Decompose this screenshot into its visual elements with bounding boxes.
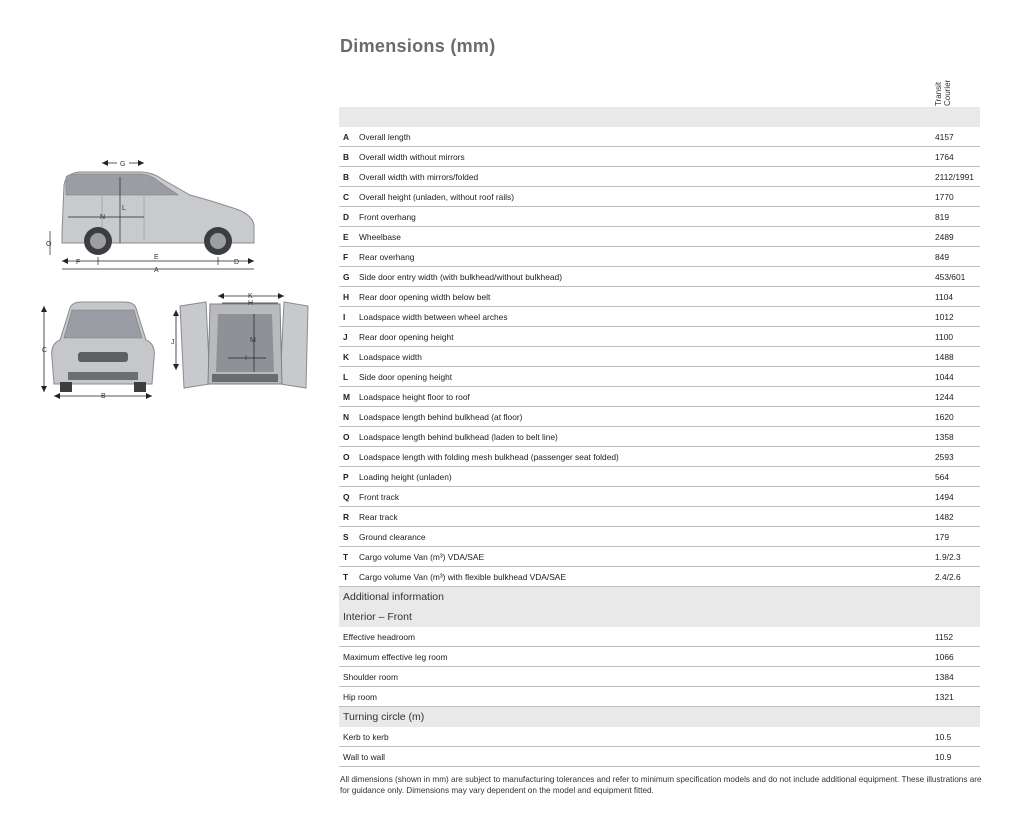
dim-label-f: F [76,259,81,266]
row-letter: C [343,192,350,202]
row-label: Loadspace height floor to roof [359,392,470,402]
dim-label-j: J [171,339,175,346]
row-letter: T [343,572,349,582]
table-row [339,627,980,647]
dim-label-a: A [154,267,159,274]
rear-view-diagram [166,288,316,396]
column-header [928,76,962,106]
row-letter: D [343,212,350,222]
table-row [339,367,980,387]
dim-label-g: G [120,161,126,168]
row-value: 1488 [935,352,954,362]
row-value: 1620 [935,412,954,422]
table-row [339,247,980,267]
row-value: 1321 [935,692,954,702]
row-value: 819 [935,212,949,222]
dim-label-h: H [248,300,254,307]
dim-label-e: E [154,254,159,261]
dim-label-i: I [245,355,247,362]
table-row [339,467,980,487]
dim-label-m: M [250,337,256,344]
row-value: 1012 [935,312,954,322]
row-letter: O [343,432,350,442]
row-value: 1482 [935,512,954,522]
row-value: 2.4/2.6 [935,572,961,582]
table-header-band [339,107,980,127]
side-view-diagram [40,155,270,275]
table-row [339,427,980,447]
row-value: 453/601 [935,272,966,282]
row-label: Wheelbase [359,232,401,242]
row-value: 2112/1991 [935,172,974,182]
dim-label-c: C [42,347,48,354]
row-label: Loadspace length behind bulkhead (laden to belt line) [359,432,558,442]
dimensions-table [339,107,980,767]
row-letter: M [343,392,350,402]
row-letter: G [343,272,350,282]
row-letter: A [343,132,350,142]
table-row [339,327,980,347]
row-value: 10.5 [935,732,952,742]
row-label: Overall height (unladen, without roof rails) [359,192,515,202]
table-row [339,287,980,307]
row-label: Rear door opening height [359,332,454,342]
row-value: 2489 [935,232,954,242]
row-label: Maximum effective leg room [343,652,448,662]
row-value: 4157 [935,132,954,142]
row-letter: E [343,232,349,242]
row-label: Side door entry width (with bulkhead/without bulkhead) [359,272,562,282]
section-heading: Interior – Front [343,611,412,623]
row-value: 1384 [935,672,954,682]
table-row [339,567,980,587]
row-letter: P [343,472,349,482]
table-row [339,167,980,187]
table-row [339,507,980,527]
row-value: 179 [935,532,949,542]
row-letter: B [343,152,350,162]
row-letter: B [343,172,350,182]
row-value: 1100 [935,332,954,342]
table-row [339,147,980,167]
row-letter: K [343,352,350,362]
row-label: Shoulder room [343,672,398,682]
row-value: 1770 [935,192,954,202]
dim-label-n: N [100,214,106,221]
row-label: Front track [359,492,400,502]
row-letter: S [343,532,349,542]
table-row [339,127,980,147]
section-turning-circle [339,707,980,727]
row-letter: N [343,412,350,422]
row-value: 1152 [935,632,954,642]
row-value: 1066 [935,652,954,662]
section-interior-front [339,607,980,627]
section-heading: Additional information [343,591,444,603]
row-label: Hip room [343,692,377,702]
table-row [339,747,980,767]
row-value: 1104 [935,292,954,302]
row-label: Kerb to kerb [343,732,389,742]
row-label: Cargo volume Van (m³) with flexible bulkhead VDA/SAE [359,572,566,582]
table-row [339,267,980,287]
row-value: 2593 [935,452,954,462]
table-row [339,387,980,407]
row-label: Ground clearance [359,532,426,542]
row-label: Rear door opening width below belt [359,292,491,302]
row-value: 564 [935,472,949,482]
dim-label-l: L [122,205,126,212]
row-value: 1244 [935,392,954,402]
row-label: Cargo volume Van (m³) VDA/SAE [359,552,485,562]
section-heading: Turning circle (m) [343,711,425,723]
dim-label-o: O [46,241,52,248]
table-row [339,727,980,747]
row-letter: I [343,312,346,322]
row-label: Effective headroom [343,632,416,642]
table-row [339,307,980,327]
row-letter: Q [343,492,350,502]
section-additional-information [339,587,980,607]
row-letter: L [343,372,349,382]
dim-label-d: D [234,259,240,266]
table-row [339,487,980,507]
row-label: Overall width without mirrors [359,152,465,162]
table-row [339,527,980,547]
row-label: Loading height (unladen) [359,472,452,482]
table-row [339,187,980,207]
table-row [339,347,980,367]
table-row [339,687,980,707]
row-label: Loadspace length with folding mesh bulkhead (passenger seat folded) [359,452,619,462]
front-view-diagram [38,296,168,401]
column-header-label: Transit Courier [934,79,952,106]
row-label: Side door opening height [359,372,453,382]
row-value: 1.9/2.3 [935,552,961,562]
row-value: 849 [935,252,949,262]
row-letter: T [343,552,349,562]
table-row [339,407,980,427]
row-value: 1764 [935,152,954,162]
row-label: Overall length [359,132,411,142]
dim-label-b: B [101,393,106,400]
table-row [339,667,980,687]
row-letter: H [343,292,350,302]
row-label: Overall width with mirrors/folded [359,172,479,182]
table-row [339,447,980,467]
table-row [339,227,980,247]
table-row [339,547,980,567]
row-label: Rear track [359,512,398,522]
row-label: Wall to wall [343,752,386,762]
row-label: Loadspace width between wheel arches [359,312,508,322]
row-label: Rear overhang [359,252,415,262]
row-letter: J [343,332,348,342]
row-letter: R [343,512,350,522]
table-row [339,207,980,227]
footnote: All dimensions (shown in mm) are subject to manufacturing tolerances and refer to minimum specification models and do not include additional equipment. These illustrations are for guidance only. Dimensions may vary dependent on the model and equipment fitted. [340,775,982,795]
row-label: Loadspace length behind bulkhead (at floor) [359,412,523,422]
row-label: Front overhang [359,212,416,222]
row-letter: F [343,252,349,262]
dim-label-k: K [248,293,253,300]
row-value: 1044 [935,372,954,382]
row-value: 1494 [935,492,954,502]
row-value: 10.9 [935,752,952,762]
row-letter: O [343,452,350,462]
row-value: 1358 [935,432,954,442]
table-row [339,647,980,667]
page-title: Dimensions (mm) [340,36,496,56]
row-label: Loadspace width [359,352,422,362]
